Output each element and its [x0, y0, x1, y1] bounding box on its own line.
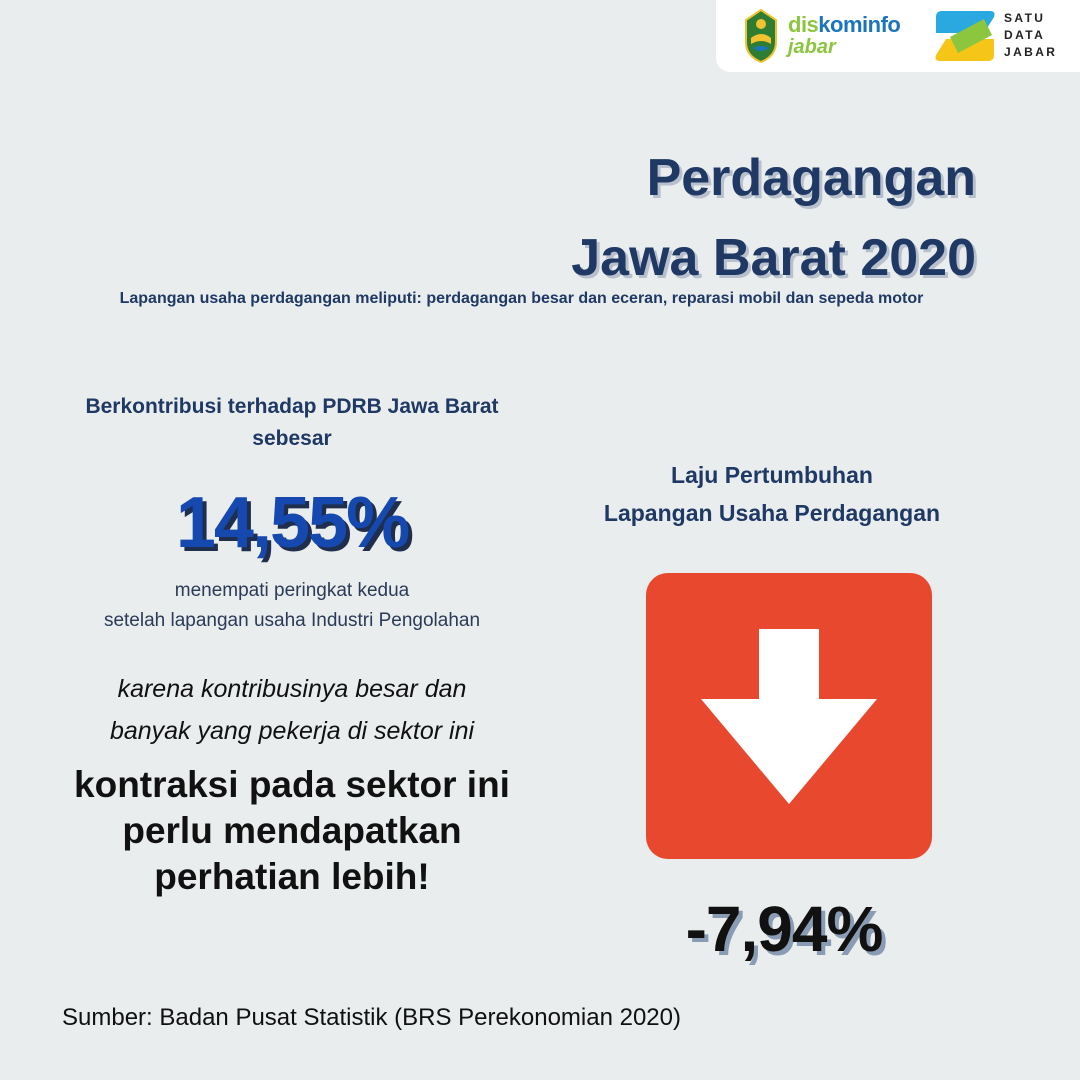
reason-text — [40, 668, 544, 752]
jabar-crest-logo — [736, 8, 786, 64]
page-title — [571, 138, 976, 298]
rank-note — [40, 576, 544, 636]
reason-line-2: banyak yang pekerja di sektor ini — [109, 717, 475, 745]
arrow-down-icon — [646, 573, 932, 859]
contribution-label — [40, 391, 544, 455]
title-line-2: Jawa Barat 2020 — [571, 229, 976, 287]
growth-label-line-1: Laju Pertumbuhan — [671, 462, 873, 488]
growth-value: -7,94% — [685, 893, 883, 965]
logo-text-kominfo: kominfo — [818, 12, 901, 37]
diskominfo-jabar-logo — [788, 14, 900, 57]
rank-note-line-1: menempati peringkat kedua — [174, 580, 410, 601]
contribution-label-text: Berkontribusi terhadap PDRB Jawa Barat sebesar — [85, 395, 499, 450]
callout-text — [40, 762, 544, 900]
source-note: Sumber: Badan Pusat Statistik (BRS Perekonomian 2020) — [62, 1004, 681, 1031]
satu-data-jabar-mark-icon — [932, 9, 998, 63]
contribution-value: 14,55% — [175, 483, 409, 563]
rank-note-line-2: setelah lapangan usaha Industri Pengolahan — [103, 610, 481, 631]
growth-label-line-2: Lapangan Usaha Perdagangan — [603, 500, 941, 526]
logo-text-jabar: jabar — [788, 36, 836, 58]
reason-line-1: karena kontribusinya besar dan — [117, 675, 467, 703]
callout-line-2: perlu mendapatkan — [122, 810, 462, 851]
wordmark-satu: SATU — [1004, 11, 1046, 25]
page-subtitle: Lapangan usaha perdagangan meliputi: perdagangan besar dan eceran, reparasi mobil dan sepeda motor — [119, 290, 924, 307]
callout-line-3: perhatian lebih! — [154, 856, 430, 897]
logo-bar — [716, 0, 1080, 72]
title-line-1: Perdagangan — [646, 149, 976, 207]
wordmark-data: DATA — [1004, 28, 1046, 42]
wordmark-jabar: JABAR — [1004, 45, 1058, 59]
satu-data-jabar-wordmark — [1004, 10, 1074, 61]
callout-line-1: kontraksi pada sektor ini — [74, 764, 510, 805]
logo-text-dis: dis — [788, 12, 819, 37]
decline-indicator — [646, 573, 932, 859]
growth-label — [560, 456, 984, 532]
